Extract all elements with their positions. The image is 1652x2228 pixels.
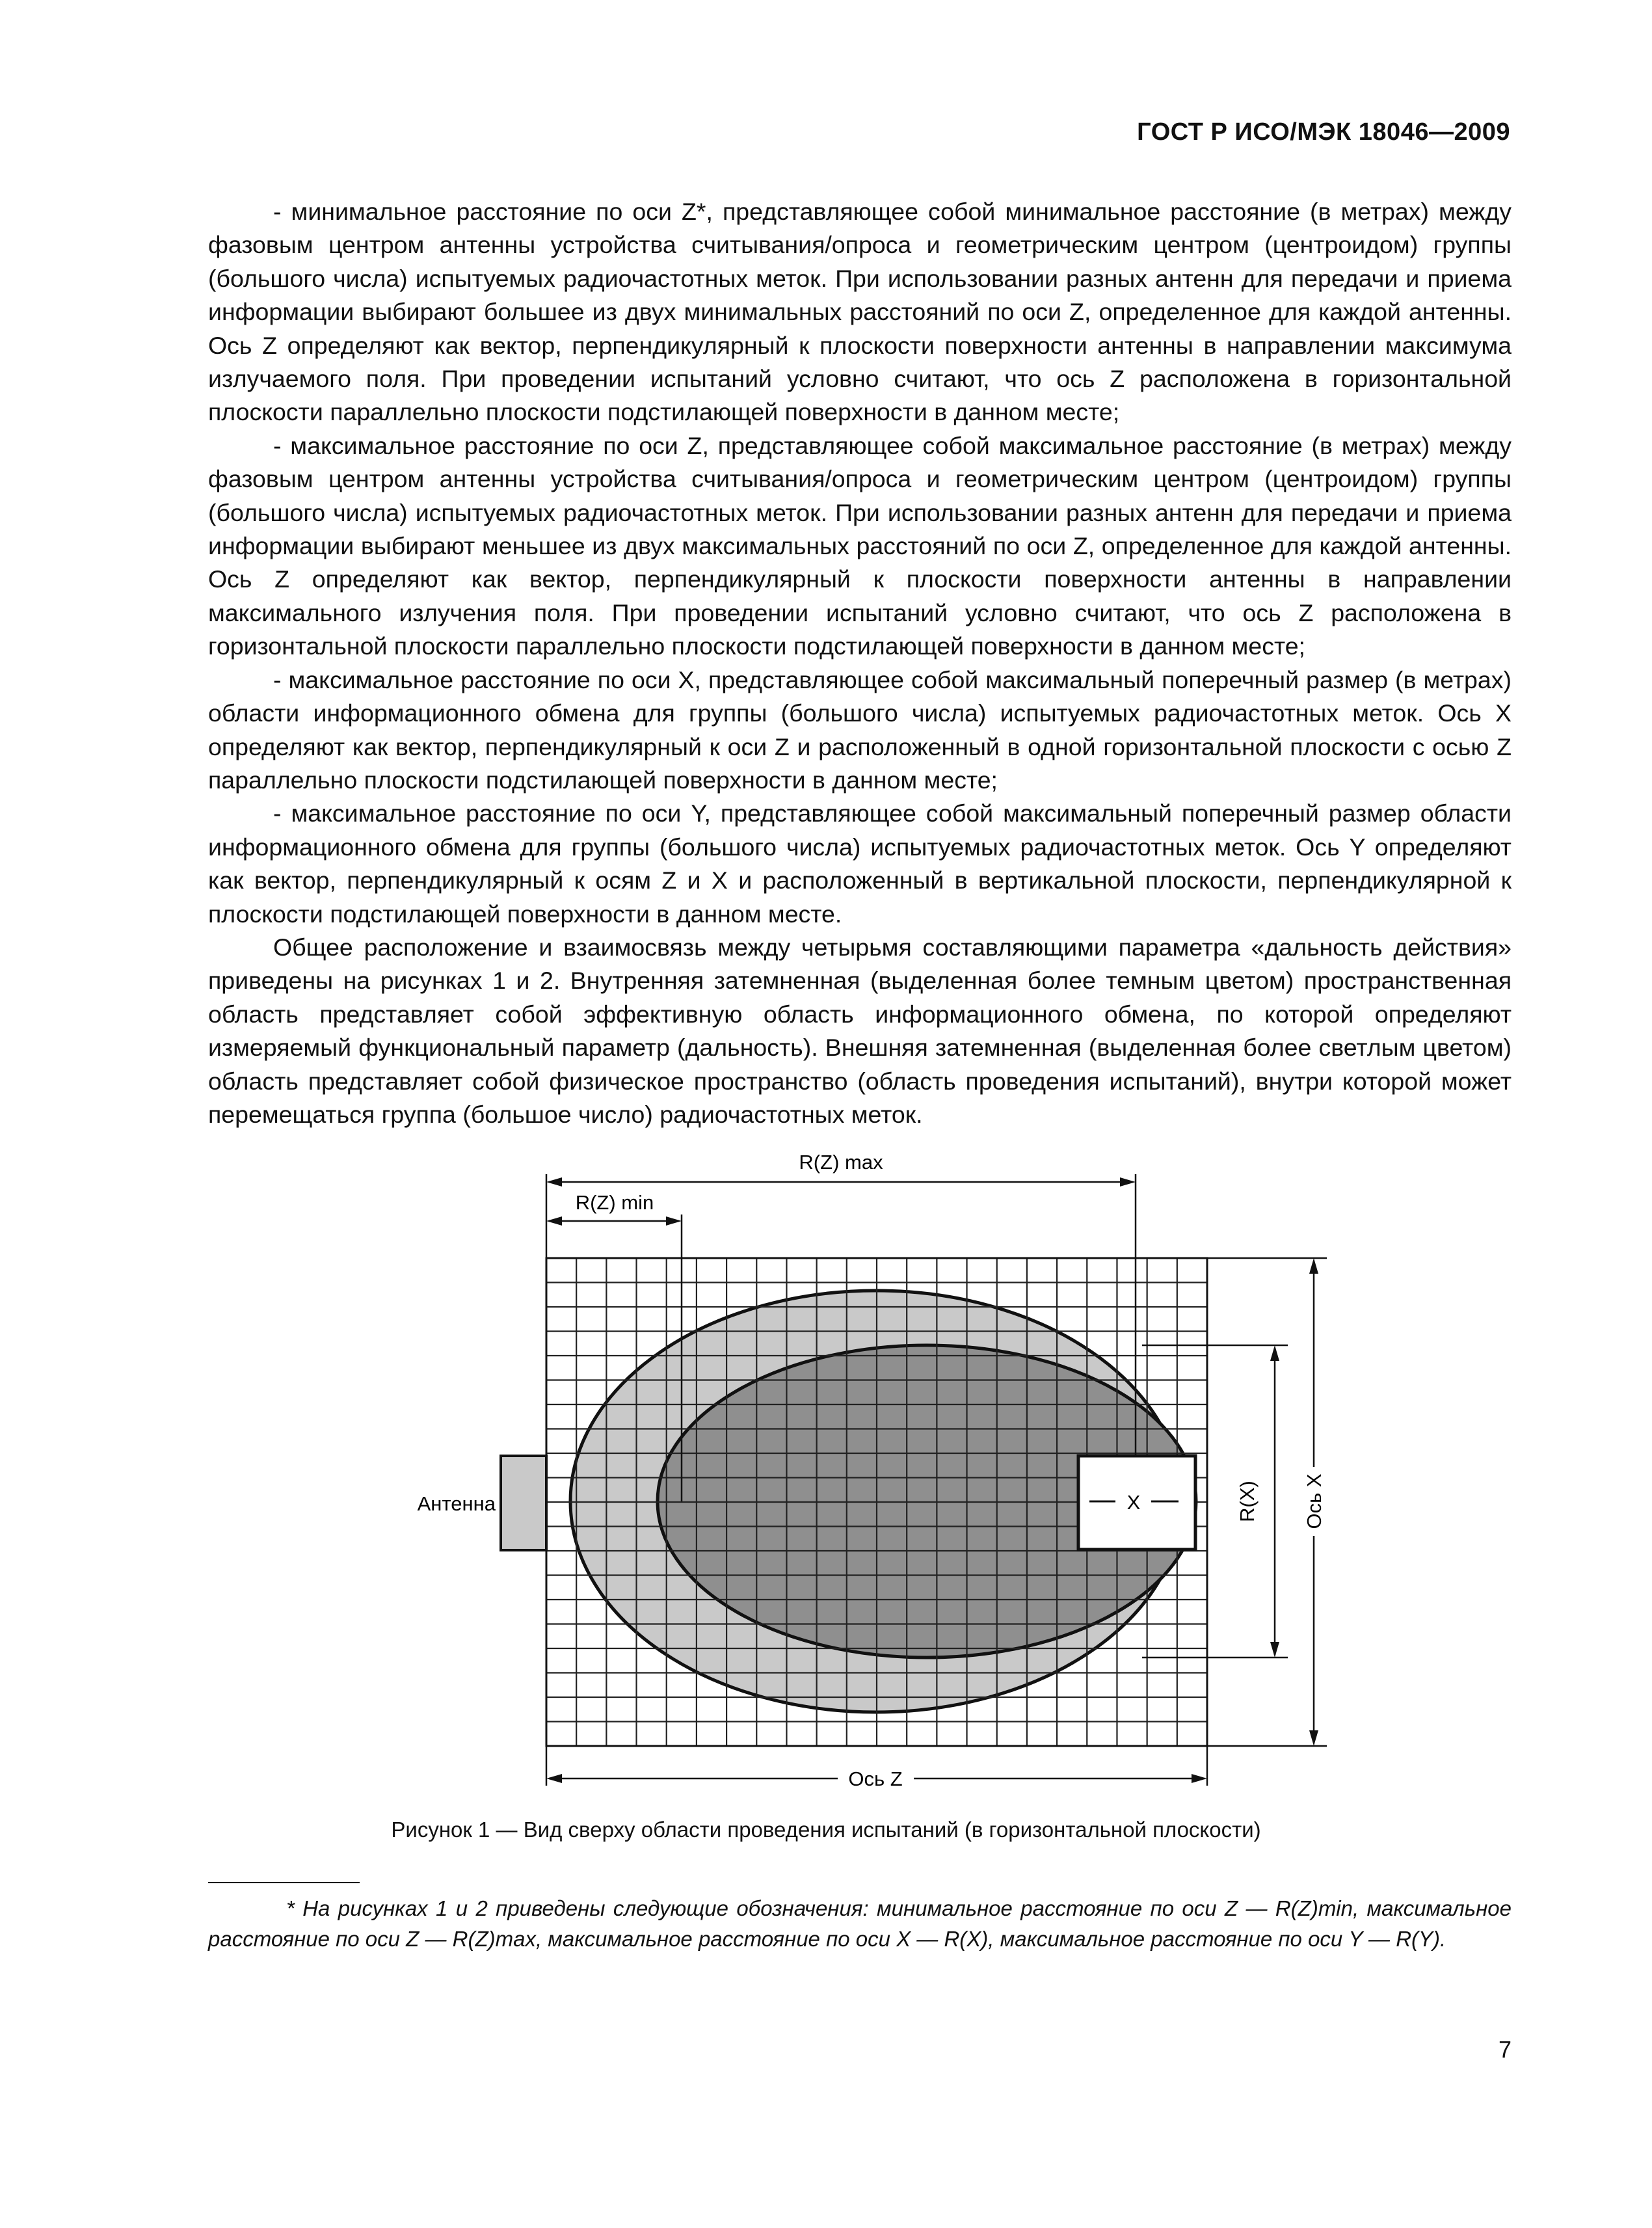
rx-arrow-bottom bbox=[1270, 1642, 1279, 1658]
rz-min-arrow-left bbox=[546, 1216, 562, 1226]
rz-max-label: R(Z) max bbox=[799, 1151, 883, 1174]
paragraph-max-z: - максимальное расстояние по оси Z, представляющее собой максимальное расстояние (в метрах) между фазовым центром антенны устройства считывания/опроса и геометрическим центром (центроидом) группы (большого числа) испытуемых радиочастотных меток. При использовании разных антенн для передачи и приема информации выбирают меньшее из двух максимальных расстояний по оси Z, определенное для каждой антенны. Ось Z определяют как вектор, перпендикулярный к плоскости поверхности антенны в направлении максимального излучения поля. При проведении испытаний условно считают, что ось Z расположена в горизонтальной плоскости параллельно плоскости подстилающей поверхности в данном месте; bbox=[208, 431, 1512, 660]
footnote-separator bbox=[208, 1882, 360, 1883]
paragraph-general: Общее расположение и взаимосвязь между четырьмя составляющими параметра «дальность действия» приведены на рисунках 1 и 2. Внутренняя затемненная (выделенная более темным цветом) пространственная область представляет собой эффективную область информационного обмена, по которой определяют измеряемый функциональный параметр (дальность). Внешняя затемненная (выделенная более светлым цветом) область представляет собой физическое пространство (область проведения испытаний), внутри которой может перемещаться группа (большое число) радиочастотных меток. bbox=[208, 933, 1512, 1128]
body-text bbox=[208, 195, 1512, 1131]
axis-z-arrow-right bbox=[1192, 1774, 1207, 1783]
footnote bbox=[208, 1893, 1512, 1954]
document-header: ГОСТ Р ИСО/МЭК 18046—2009 bbox=[1137, 118, 1510, 146]
test-area-figure bbox=[417, 1135, 1359, 1799]
antenna-label: Антенна bbox=[417, 1492, 496, 1515]
rz-max-arrow-left bbox=[546, 1177, 562, 1187]
axis-z-arrow-left bbox=[546, 1774, 562, 1783]
figure-caption: Рисунок 1 — Вид сверху области проведения испытаний (в горизонтальной плоскости) bbox=[391, 1818, 1261, 1842]
rz-min-label: R(Z) min bbox=[575, 1191, 654, 1214]
page-number: 7 bbox=[1498, 2036, 1512, 2063]
rz-min-arrow-right bbox=[666, 1216, 682, 1226]
paragraph-max-y: - максимальное расстояние по оси Y, представляющее собой максимальный поперечный размер области информационного обмена для группы (большого числа) испытуемых радиочастотных меток. Ось Y определяют как вектор, перпендикулярный к осям Z и X и расположенный в вертикальной плоскости, перпендикулярной к плоскости подстилающей поверхности в данном месте. bbox=[208, 799, 1512, 928]
rx-arrow-top bbox=[1270, 1345, 1279, 1361]
rx-label: R(X) bbox=[1236, 1481, 1259, 1522]
axis-x-arrow-bottom bbox=[1309, 1730, 1318, 1746]
axis-x-arrow-top bbox=[1309, 1258, 1318, 1274]
paragraph-min-z: - минимальное расстояние по оси Z*, представляющее собой минимальное расстояние (в метрах) между фазовым центром антенны устройства считывания/опроса и геометрическим центром (центроидом) группы (большого числа) испытуемых радиочастотных меток. При использовании разных антенн для передачи и приема информации выбирают большее из двух минимальных расстояний по оси Z, определенное для каждой антенны. Ось Z определяют как вектор, перпендикулярный к плоскости поверхности антенны в направлении максимума излучаемого поля. При проведении испытаний условно считают, что ось Z расположена в горизонтальной плоскости параллельно плоскости подстилающей поверхности в данном месте; bbox=[208, 198, 1512, 426]
rz-max-arrow-right bbox=[1120, 1177, 1136, 1187]
axis-z-label: Ось Z bbox=[848, 1767, 903, 1790]
footnote-text: * На рисунках 1 и 2 приведены следующие обозначения: минимальное расстояние по оси Z — R(Z)min, максимальное расстояние по оси Z — R(Z)max, максимальное расстояние по оси X — R(X), максимальное расстояние по оси Y — R(Y). bbox=[208, 1896, 1512, 1951]
axis-x-label: Ось X bbox=[1303, 1473, 1326, 1529]
paragraph-max-x: - максимальное расстояние по оси X, представляющее собой максимальный поперечный размер (в метрах) области информационного обмена для группы (большого числа) испытуемых радиочастотных меток. Ось X определяют как вектор, перпендикулярный к оси Z и расположенный в одной горизонтальной плоскости с осью Z параллельно плоскости подстилающей поверхности в данном месте; bbox=[208, 665, 1512, 794]
antenna-block bbox=[501, 1456, 546, 1550]
tag-marker-label: X bbox=[1126, 1491, 1141, 1514]
